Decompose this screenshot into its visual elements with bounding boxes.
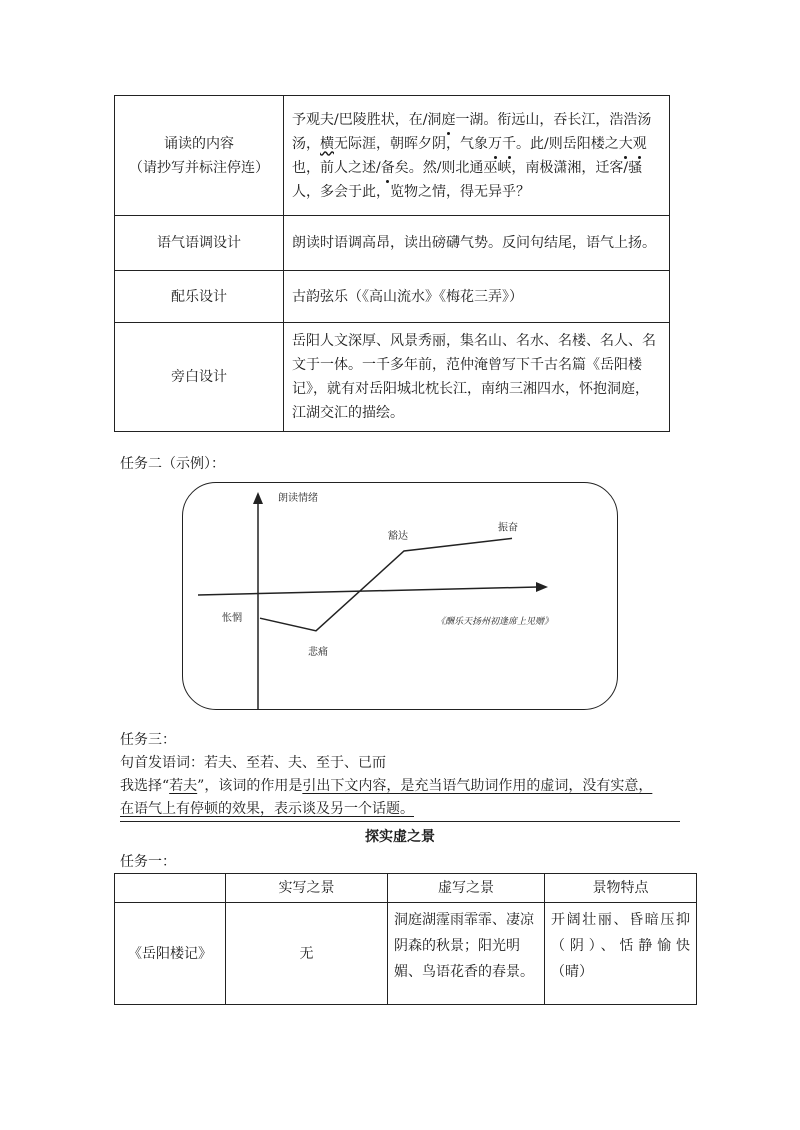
point-label: 悲痛 (308, 646, 328, 658)
table-row (115, 903, 697, 1005)
x-axis-arrow (536, 582, 548, 592)
row-label: 旁白设计 (115, 323, 284, 432)
scene-table (114, 873, 697, 1005)
row-label-line1: 诵读的内容 (164, 135, 234, 152)
music-design-text: 古韵弦乐（《高山流水》《梅花三弄》） (284, 271, 670, 323)
header-cell-empty (115, 874, 226, 903)
real-scene-value: 无 (226, 903, 388, 1005)
row-label: 语气语调设计 (115, 216, 284, 271)
reading-content-text: 予观夫/巴陵胜状，在/洞庭一湖。衔远山，吞长江，浩浩汤汤，横无际涯，朝晖夕阴，气象万千。此/则岳阳楼之大观也，前人之述/备矣。然/则北通巫峡，南极潇湘，迁客/骚人，多会于此，览物之情，得无异乎？ (292, 108, 661, 204)
narration-design-text: 岳阳人文深厚、风景秀丽，集名山、名水、名楼、名人、名文于一体。一千多年前，范仲淹曾写下千古名篇《岳阳楼记》，就有对岳阳城北枕长江，南纳三湘四水，怀抱洞庭，江湖交汇的描绘。 (284, 323, 670, 432)
table-header-row (115, 874, 697, 903)
header-virtual-scene: 虚写之景 (388, 874, 545, 903)
choice-prefix: 我选择“ (120, 778, 170, 794)
task3-line1: 句首发语词：若夫、至若、夫、至于、已而 (120, 755, 386, 771)
point-label: 豁达 (388, 531, 408, 542)
task1-title: 任务一： (120, 854, 176, 870)
y-axis-arrow (253, 492, 263, 504)
task3-line2 (120, 775, 652, 797)
virtual-scene-value: 洞庭湖霪雨霏霏、凄凉阴森的秋景；阳光明媚、鸟语花香的春景。 (388, 903, 545, 1005)
row-label: 配乐设计 (115, 271, 284, 323)
task2-title: 任务二（示例）： (120, 456, 225, 472)
answer-rule (120, 821, 680, 822)
task3-line3 (120, 798, 414, 820)
tone-design-text: 朗读时语调高昂，读出磅礴气势。反问句结尾，语气上扬。 (284, 216, 670, 271)
choice-answer: 引出下文内容，是充当语气助词作用的虚词，没有实意， (302, 778, 653, 794)
header-scene-features: 景物特点 (545, 874, 697, 903)
row-title: 《岳阳楼记》 (115, 903, 226, 1005)
chosen-word: 若夫 (169, 778, 198, 794)
point-label: 怅惘 (222, 613, 242, 625)
y-axis-label: 朗读情绪 (278, 493, 318, 504)
choice-answer-continued: 在语气上有停顿的效果，表示谈及另一个话题。 (120, 801, 414, 817)
x-axis (198, 587, 538, 595)
header-real-scene: 实写之景 (226, 874, 388, 903)
x-axis-label: 《酬乐天扬州初逢席上见赠》 (436, 617, 554, 627)
task3-title: 任务三： (120, 732, 176, 748)
scene-features-value: 开阔壮丽、昏暗压抑（阴）、恬静愉快（晴） (545, 903, 697, 1005)
section-heading: 探实虚之景 (365, 829, 435, 845)
choice-middle: ”，该词的作用是 (197, 778, 303, 794)
point-label: 振奋 (498, 522, 518, 534)
row-label-line2: （请抄写并标注停连） (129, 159, 269, 176)
